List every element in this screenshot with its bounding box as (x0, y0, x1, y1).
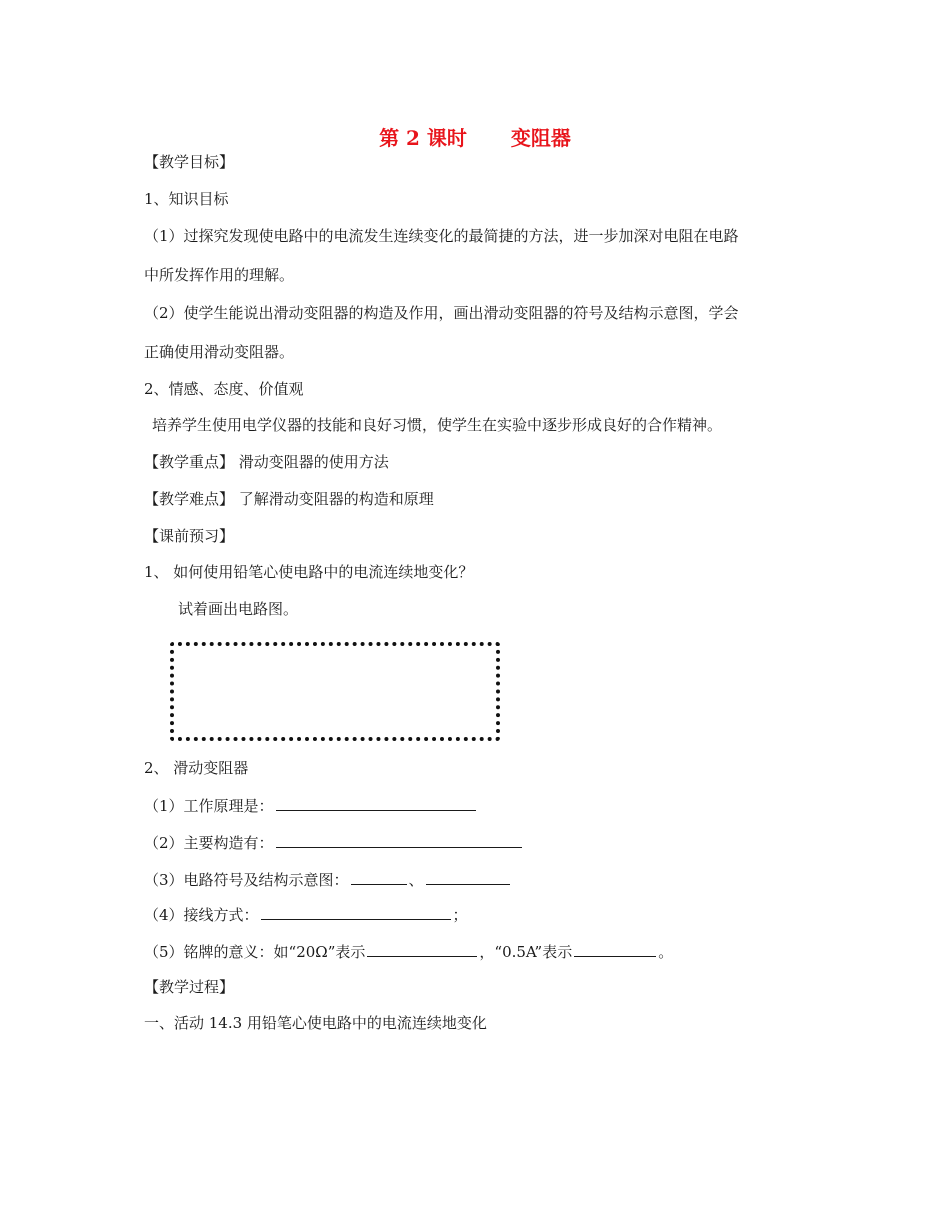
fill-item-structure (144, 831, 524, 854)
answer-blank[interactable] (574, 940, 656, 957)
difficulty (144, 488, 434, 510)
answer-blank[interactable] (367, 940, 477, 957)
knowledge-heading: 1、知识目标 (144, 190, 229, 208)
lesson-topic: 变阻器 (510, 126, 571, 150)
fill-label: （2）主要构造有： (144, 834, 274, 852)
preview-question-2: 2、 滑动变阻器 (144, 759, 249, 777)
circuit-drawing-box[interactable] (170, 642, 500, 741)
fill-label: （5）铭牌的意义：如“20Ω”表示 (144, 943, 366, 961)
knowledge-item-1-line-1: （1）过探究发现使电路中的电流发生连续变化的最简捷的方法，进一步加深对电阻在电路 (144, 227, 739, 245)
answer-blank[interactable] (261, 903, 451, 920)
goals-heading: 【教学目标】 (144, 153, 235, 171)
fill-label: （1）工作原理是： (144, 797, 274, 815)
knowledge-item-2-line-1: （2）使学生能说出滑动变阻器的构造及作用，画出滑动变阻器的符号及结构示意图，学会 (144, 304, 739, 322)
key-point (144, 451, 389, 473)
emotion-heading: 2、情感、态度、价值观 (144, 380, 304, 398)
difficulty-label: 【教学难点】 (144, 490, 235, 508)
fill-label: （3）电路符号及结构示意图： (144, 871, 349, 889)
lesson-number: 第 2 课时 (379, 126, 467, 150)
fill-item-symbol (144, 868, 512, 891)
process-activity: 一、活动 14.3 用铅笔心使电路中的电流连续地变化 (144, 1014, 487, 1032)
fill-item-wiring (144, 903, 468, 926)
preview-heading: 【课前预习】 (144, 527, 235, 545)
knowledge-item-1-line-2: 中所发挥作用的理解。 (144, 266, 295, 284)
difficulty-text: 了解滑动变阻器的构造和原理 (238, 490, 434, 508)
line-end: ； (452, 906, 468, 924)
fill-label-mid: ，“0.5A”表示 (479, 943, 573, 961)
key-point-text: 滑动变阻器的使用方法 (238, 453, 389, 471)
answer-blank[interactable] (351, 868, 407, 885)
preview-question-1: 1、 如何使用铅笔心使电路中的电流连续地变化？ (144, 563, 474, 581)
answer-blank[interactable] (276, 794, 476, 811)
page-title (0, 124, 950, 152)
preview-question-1-instruction: 试着画出电路图。 (178, 600, 299, 618)
emotion-text: 培养学生使用电学仪器的技能和良好习惯，使学生在实验中逐步形成良好的合作精神。 (152, 416, 723, 434)
fill-item-nameplate (144, 940, 673, 963)
knowledge-item-2-line-2: 正确使用滑动变阻器。 (144, 343, 295, 361)
answer-blank[interactable] (276, 831, 522, 848)
fill-item-principle (144, 794, 478, 817)
separator: 、 (408, 871, 424, 889)
answer-blank[interactable] (426, 868, 510, 885)
fill-label: （4）接线方式： (144, 906, 259, 924)
line-end: 。 (658, 943, 674, 961)
process-heading: 【教学过程】 (144, 978, 235, 996)
key-point-label: 【教学重点】 (144, 453, 235, 471)
